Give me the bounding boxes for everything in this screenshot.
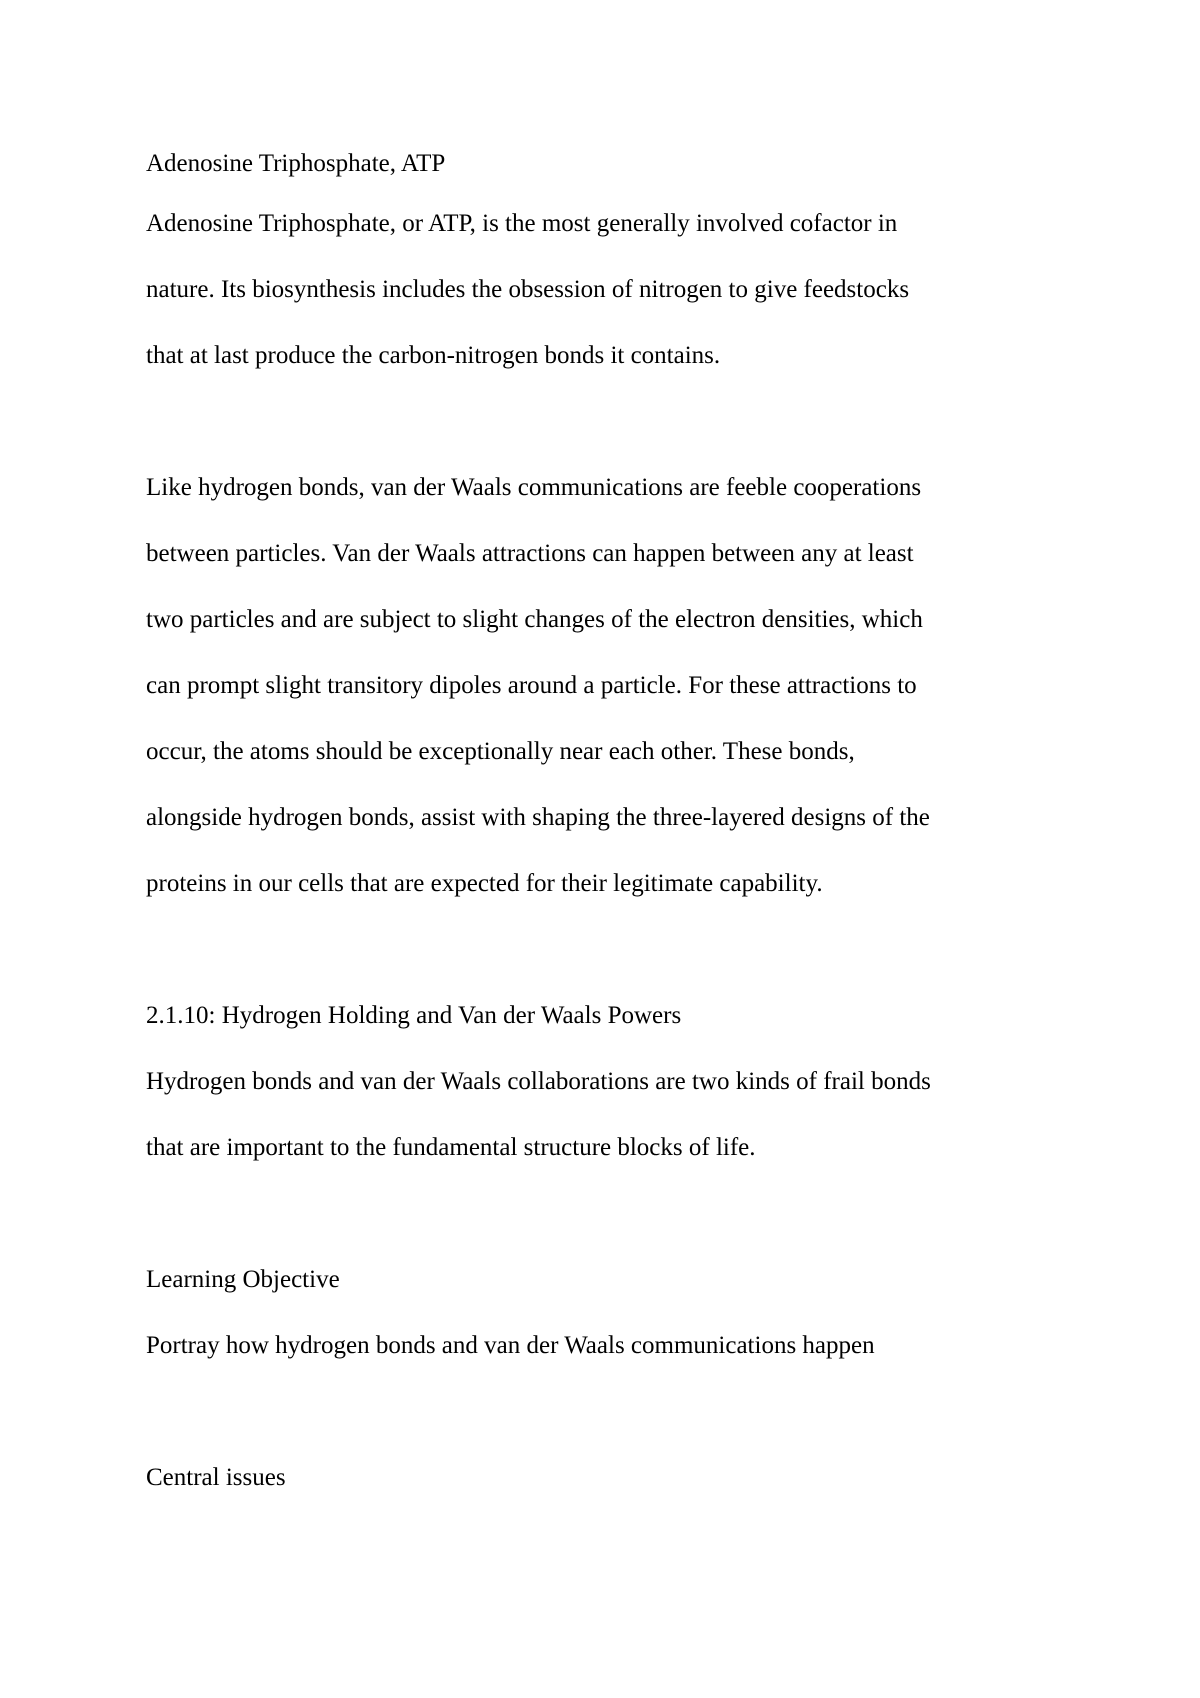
vdw-paragraph-line: proteins in our cells that are expected for their legitimate capability. <box>146 870 823 897</box>
objective-text: Portray how hydrogen bonds and van der Waals communications happen <box>146 1332 875 1359</box>
section-paragraph-line: that are important to the fundamental structure blocks of life. <box>146 1134 756 1161</box>
atp-paragraph-line: that at last produce the carbon-nitrogen bonds it contains. <box>146 342 721 369</box>
atp-paragraph-line: nature. Its biosynthesis includes the obsession of nitrogen to give feedstocks <box>146 276 910 303</box>
section-paragraph-line: Hydrogen bonds and van der Waals collaborations are two kinds of frail bonds <box>146 1068 931 1095</box>
vdw-paragraph-line: can prompt slight transitory dipoles around a particle. For these attractions to <box>146 672 917 699</box>
vdw-paragraph-line: occur, the atoms should be exceptionally near each other. These bonds, <box>146 738 855 765</box>
vdw-paragraph-line: between particles. Van der Waals attractions can happen between any at least <box>146 540 914 567</box>
vdw-paragraph-line: Like hydrogen bonds, van der Waals communications are feeble cooperations <box>146 474 922 501</box>
atp-paragraph-line: Adenosine Triphosphate, or ATP, is the most generally involved cofactor in <box>146 210 898 237</box>
central-issues-heading: Central issues <box>146 1464 286 1491</box>
atp-heading: Adenosine Triphosphate, ATP <box>146 150 446 177</box>
section-heading: 2.1.10: Hydrogen Holding and Van der Waals Powers <box>146 1002 682 1029</box>
vdw-paragraph-line: alongside hydrogen bonds, assist with shaping the three-layered designs of the <box>146 804 930 831</box>
vdw-paragraph-line: two particles and are subject to slight changes of the electron densities, which <box>146 606 923 633</box>
objective-heading: Learning Objective <box>146 1266 340 1293</box>
